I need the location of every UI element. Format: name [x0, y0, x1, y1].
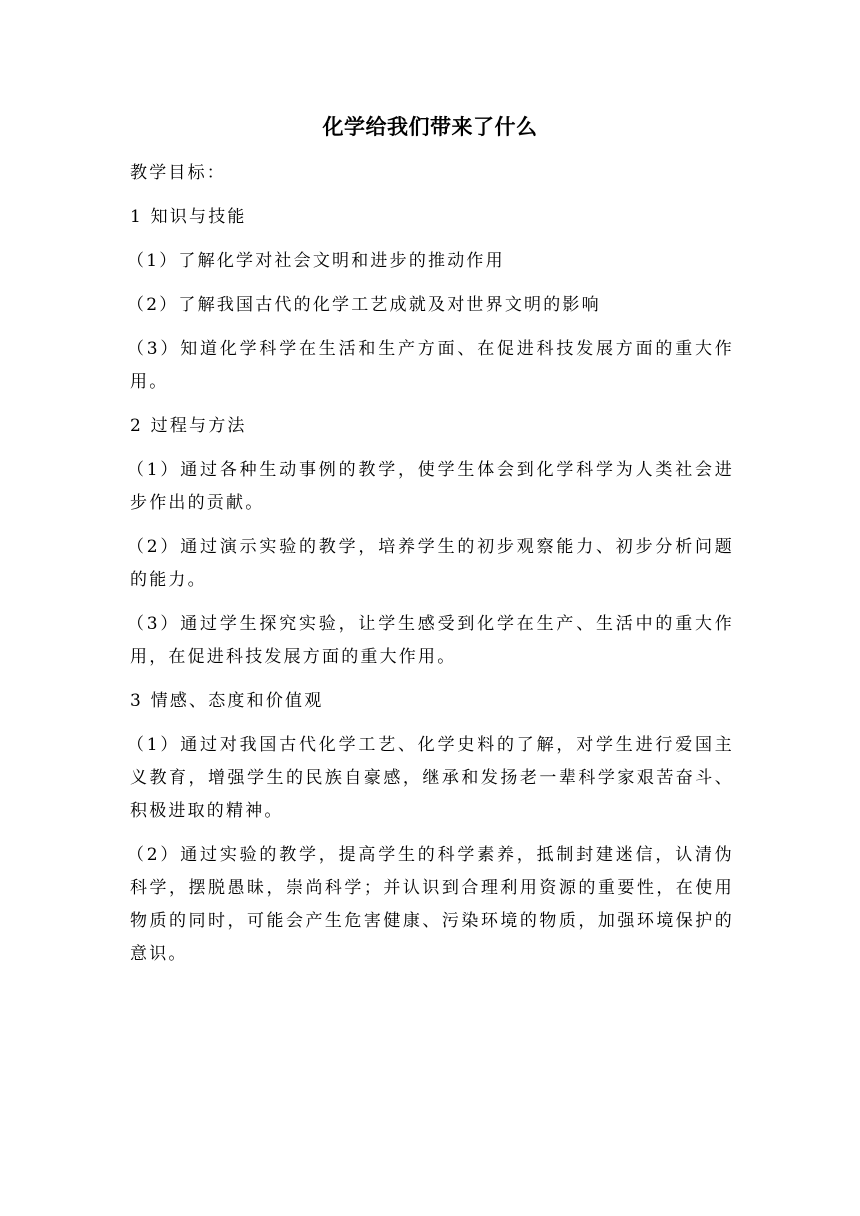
- section-heading-objectives: 教学目标：: [130, 163, 226, 183]
- document-title: 化学给我们带来了什么: [322, 115, 538, 139]
- objective-item: （1）通过各种生动事例的教学，使学生体会到化学科学为人类社会进步作出的贡献。: [127, 460, 734, 513]
- objective-item: （2）通过实验的教学，提高学生的科学素养，抵制封建迷信，认清伪科学，摆脱愚昧，崇尚科学；并认识到合理利用资源的重要性，在使用物质的同时，可能会产生危害健康、污染环境的物质，加强环境保护的意识。: [127, 845, 734, 964]
- section-heading-emotion-values: 3 情感、态度和价值观: [130, 691, 324, 711]
- objective-item: （2）了解我国古代的化学工艺成就及对世界文明的影响: [127, 295, 601, 315]
- objective-item: （2）通过演示实验的教学，培养学生的初步观察能力、初步分析问题的能力。: [127, 537, 734, 590]
- document-body: [127, 157, 734, 982]
- section-heading-knowledge-skills: 1 知识与技能: [130, 207, 247, 227]
- objective-item: （3）知道化学科学在生活和生产方面、在促进科技发展方面的重大作用。: [127, 339, 734, 392]
- objective-item: （1）了解化学对社会文明和进步的推动作用: [127, 251, 505, 271]
- section-heading-process-method: 2 过程与方法: [130, 416, 247, 436]
- objective-item: （1）通过对我国古代化学工艺、化学史料的了解，对学生进行爱国主义教育，增强学生的民族自豪感，继承和发扬老一辈科学家艰苦奋斗、积极进取的精神。: [127, 735, 734, 821]
- objective-item: （3）通过学生探究实验，让学生感受到化学在生产、生活中的重大作用，在促进科技发展方面的重大作用。: [127, 614, 734, 667]
